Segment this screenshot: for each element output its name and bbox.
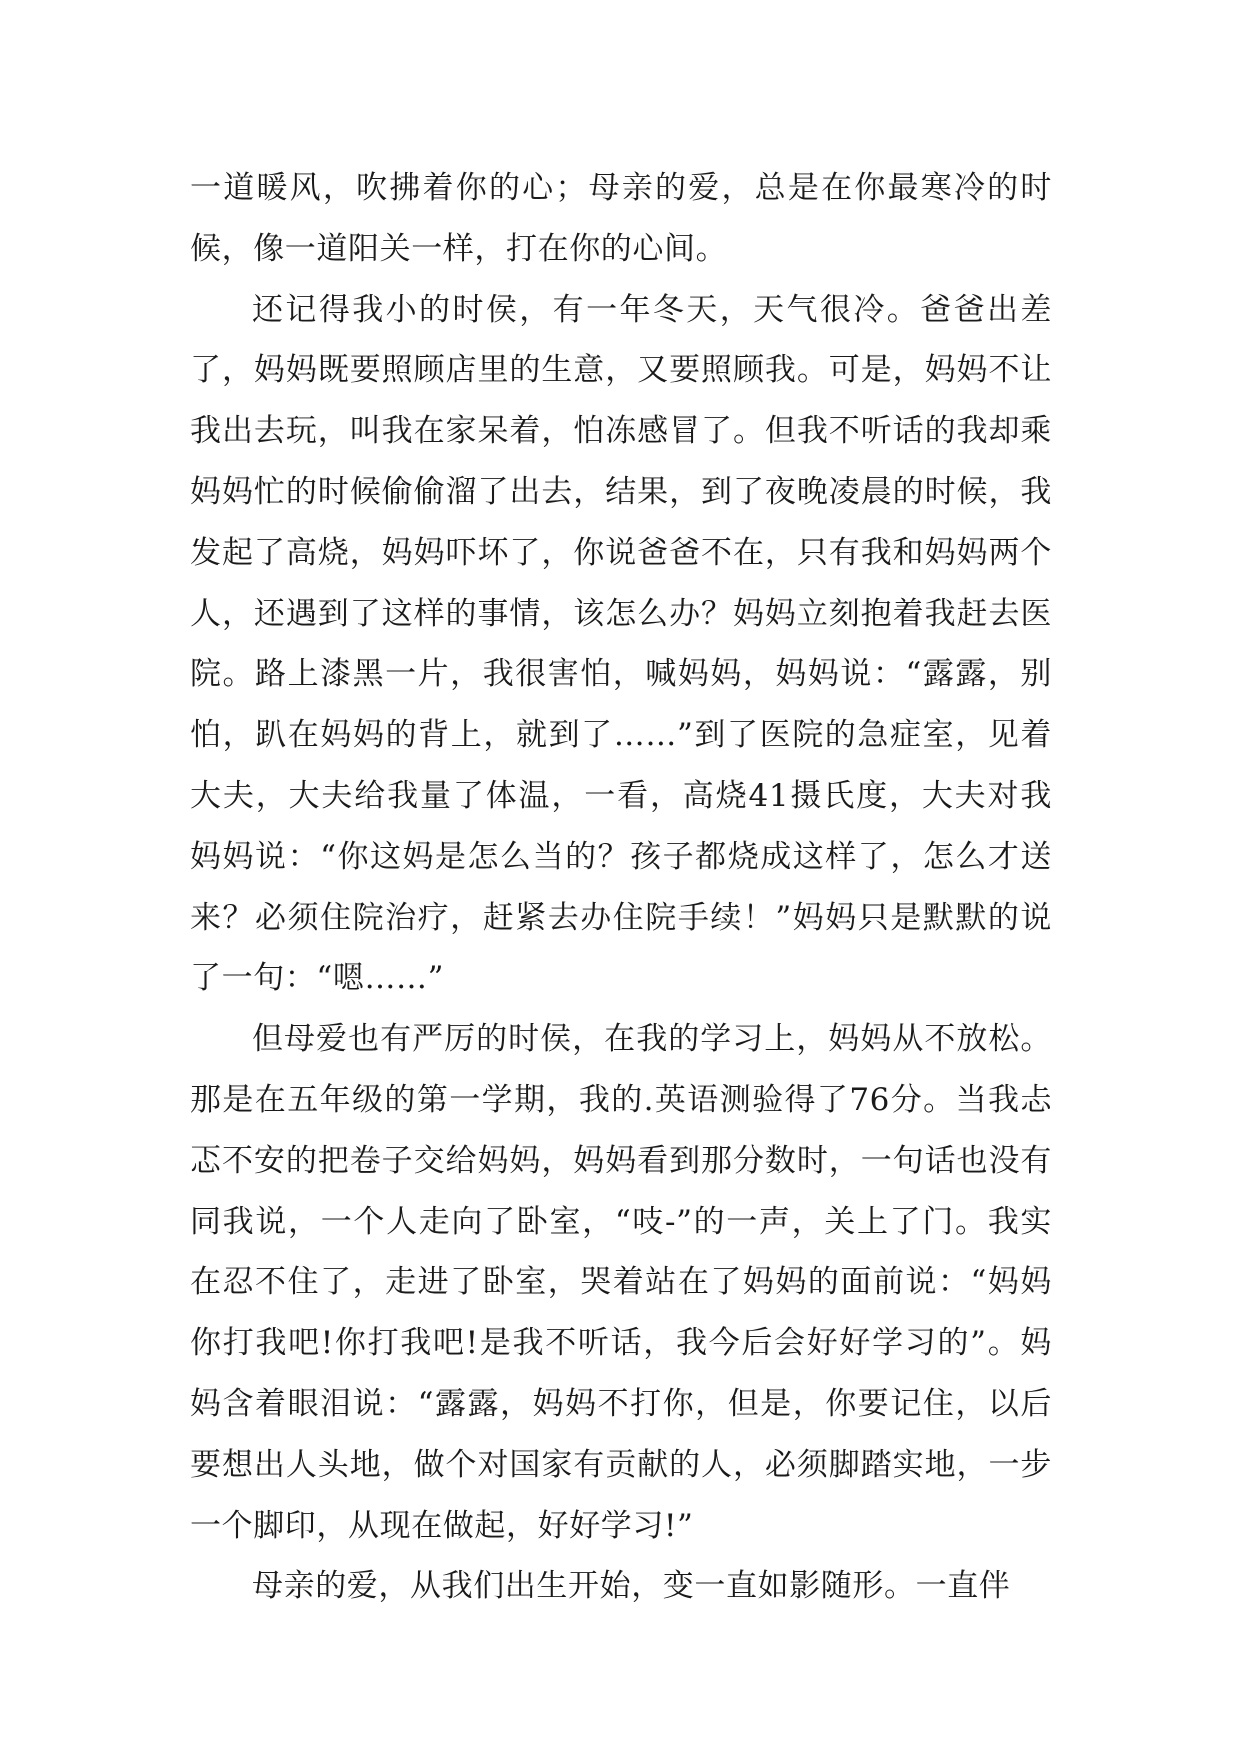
paragraph-2: 还记得我小的时侯，有一年冬天，天气很冷。爸爸出差了，妈妈既要照顾店里的生意，又要照顾我。可是，妈妈不让我出去玩，叫我在家呆着，怕冻感冒了。但我不听话的我却乘妈妈忙的时候偷偷溜了出去，结果，到了夜晚凌晨的时候，我发起了高烧，妈妈吓坏了，你说爸爸不在，只有我和妈妈两个人，还遇到了这样的事情，该怎么办？妈妈立刻抱着我赶去医院。路上漆黑一片，我很害怕，喊妈妈，妈妈说：“露露，别怕，趴在妈妈的背上，就到了……”到了医院的急症室，见着大夫，大夫给我量了体温，一看，高烧41摄氏度，大夫对我妈妈说：“你这妈是怎么当的？孩子都烧成这样了，怎么才送来？必须住院治疗，赶紧去办住院手续！”妈妈只是默默的说了一句：“嗯……”: [190, 291, 1052, 997]
paragraph-1: 一道暖风，吹拂着你的心；母亲的爱，总是在你最寒冷的时候，像一道阳关一样，打在你的心间。: [190, 170, 1052, 267]
document-body: [190, 158, 1052, 1617]
paragraph-4: 母亲的爱，从我们出生开始，变一直如影随形。一直伴: [252, 1568, 1011, 1605]
paragraph-3: 但母爱也有严厉的时侯，在我的学习上，妈妈从不放松。那是在五年级的第一学期，我的.英语测验得了76分。当我忐忑不安的把卷子交给妈妈，妈妈看到那分数时，一句话也没有同我说，一个人走向了卧室，“吱-”的一声，关上了门。我实在忍不住了，走进了卧室，哭着站在了妈妈的面前说：“妈妈你打我吧!你打我吧!是我不听话，我今后会好好学习的”。妈妈含着眼泪说：“露露，妈妈不打你，但是，你要记住，以后要想出人头地，做个对国家有贡献的人，必须脚踏实地，一步一个脚印，从现在做起，好好学习!”: [190, 1021, 1052, 1544]
